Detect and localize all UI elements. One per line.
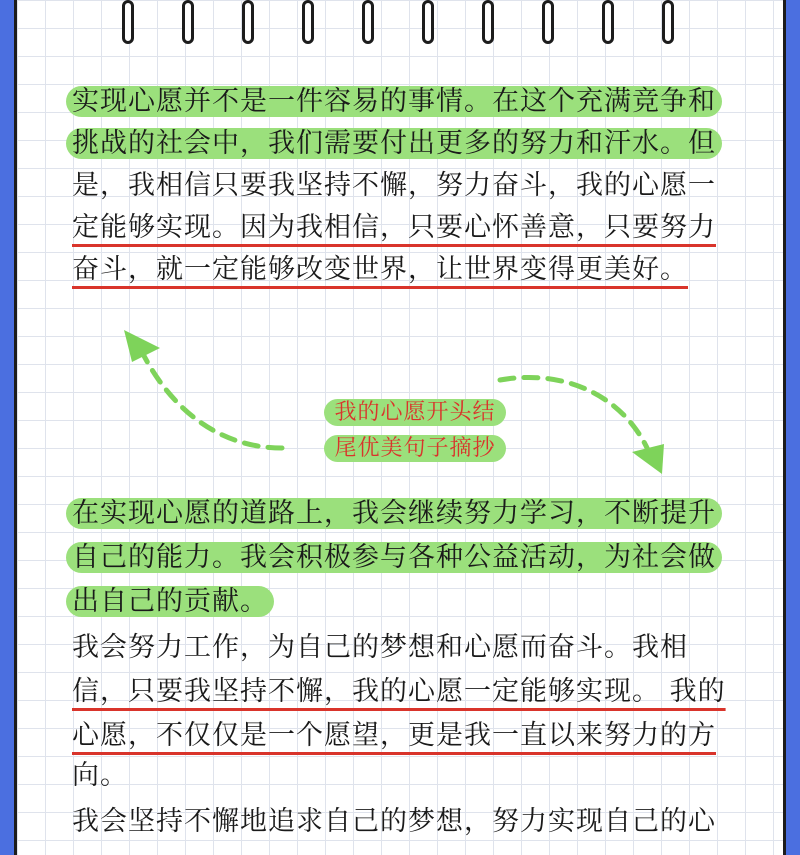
- paragraph1-line-1: 实现心愿并不是一件容易的事情。在这个充满竞争和: [72, 82, 772, 122]
- paragraph4-line-1: 我会坚持不懈地追求自己的梦想，努力实现自己的心: [72, 806, 716, 837]
- arrow-right-head-icon: [632, 444, 664, 474]
- paragraph3-line-2: 信，只要我坚持不懈，我的心愿一定能够实现。 我的: [72, 676, 726, 707]
- paragraph2-line-1: 在实现心愿的道路上，我会继续努力学习，不断提升: [72, 494, 772, 534]
- center-title-line-1: 我的心愿开头结: [300, 396, 530, 430]
- center-title-line-2: 尾优美句子摘抄: [300, 432, 530, 466]
- paragraph1-line-5: 奋斗，就一定能够改变世界，让世界变得更美好。: [72, 254, 688, 285]
- paragraph1-line-2: 挑战的社会中，我们需要付出更多的努力和汗水。但: [72, 124, 772, 164]
- paragraph2-line-3: 出自己的贡献。: [72, 582, 772, 622]
- paragraph3-line-1: 我会努力工作，为自己的梦想和心愿而奋斗。我相: [72, 632, 688, 663]
- paragraph2-line-2: 自己的能力。我会积极参与各种公益活动，为社会做: [72, 538, 772, 578]
- paragraph3-line-4: 向。: [72, 760, 128, 791]
- paragraph3-line-3: 心愿，不仅仅是一个愿望，更是我一直以来努力的方: [72, 720, 716, 751]
- arrow-left-curve: [140, 348, 282, 448]
- paragraph1-line-4: 定能够实现。因为我相信，只要心怀善意，只要努力: [72, 212, 716, 243]
- paragraph1-line-3: 是，我相信只要我坚持不懈，努力奋斗，我的心愿一: [72, 170, 716, 201]
